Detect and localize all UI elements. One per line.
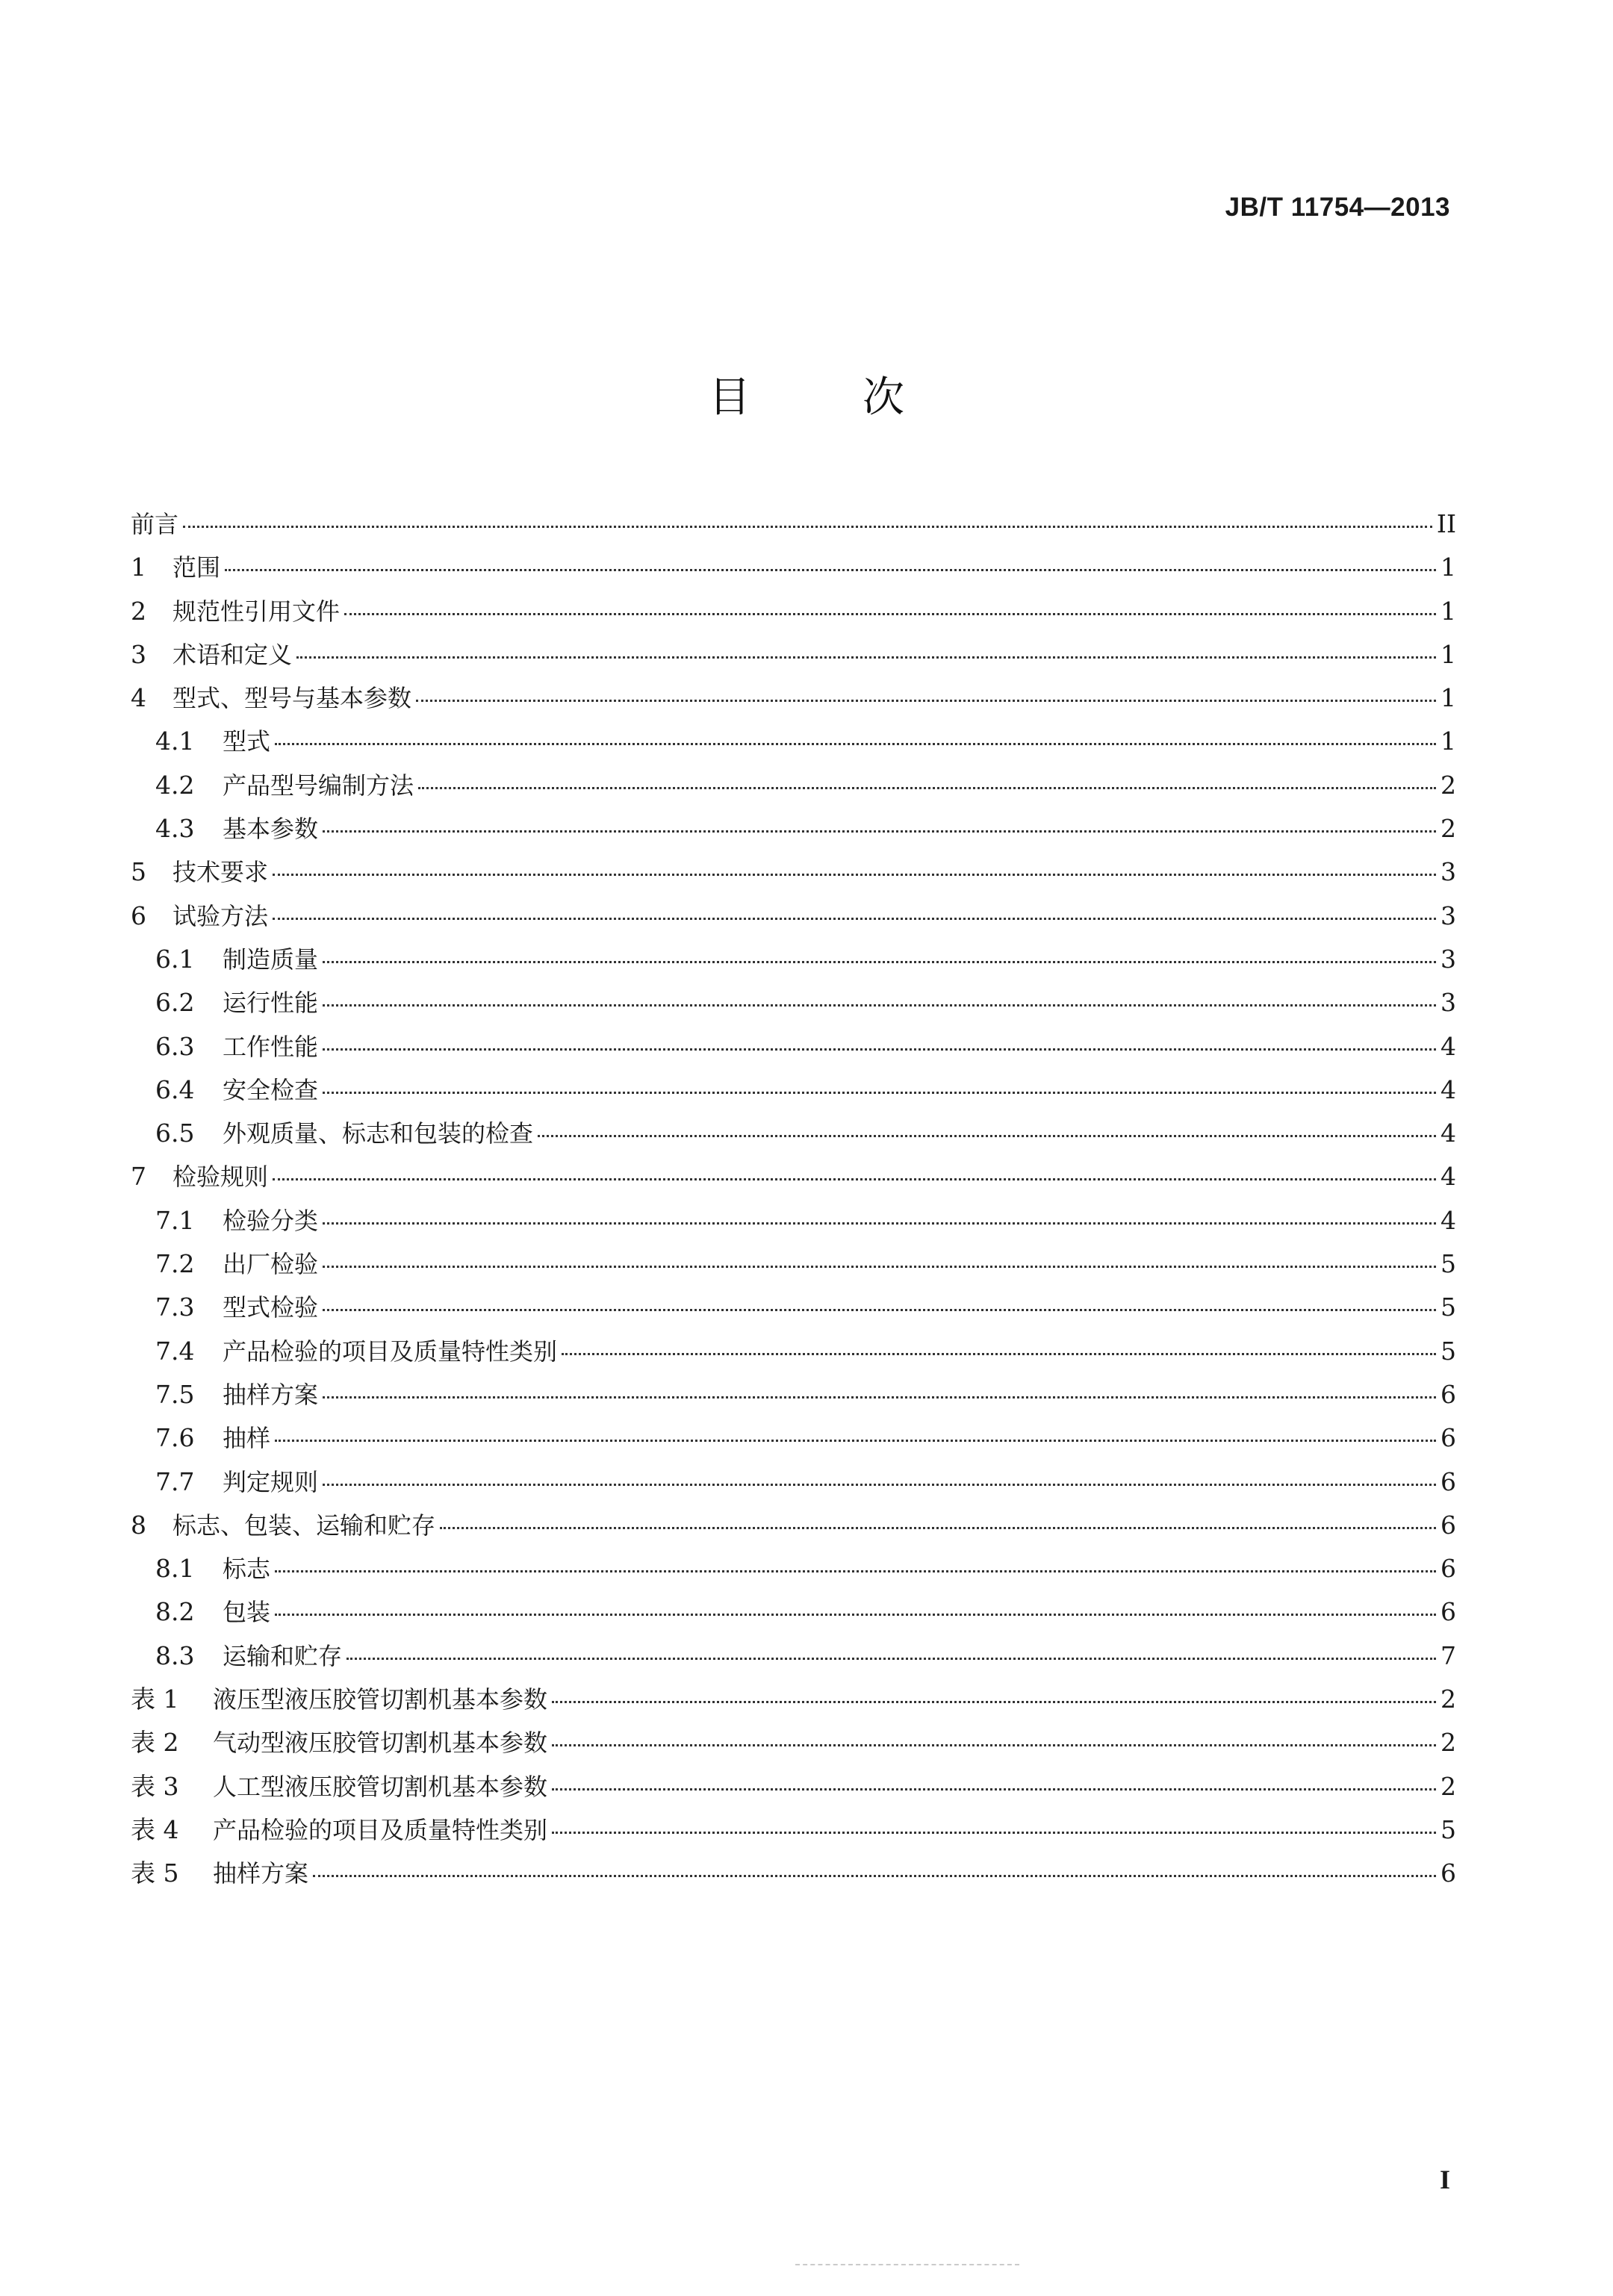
toc-entry-label: 安全检查 [223, 1075, 319, 1104]
toc-entry-label: 型式 [223, 727, 271, 756]
dot-leader [440, 1526, 1436, 1529]
toc-entry-label: 产品检验的项目及质量特性类别 [223, 1337, 558, 1366]
dot-leader [323, 1091, 1436, 1094]
toc-entry-label: 运行性能 [223, 989, 319, 1018]
dot-leader [275, 1439, 1436, 1442]
toc-entry[interactable] [131, 981, 1456, 1024]
toc-entry-number: 8 [131, 1510, 146, 1540]
toc-list [131, 503, 1456, 1896]
toc-entry[interactable] [131, 1634, 1456, 1678]
toc-entry-number: 6.4 [155, 1074, 195, 1104]
dot-leader [323, 1396, 1436, 1399]
toc-entry[interactable] [131, 1678, 1456, 1721]
toc-entry-label: 规范性引用文件 [173, 597, 341, 626]
toc-entry-label: 包装 [223, 1598, 271, 1627]
toc-entry-label: 检验分类 [223, 1206, 319, 1235]
dot-leader [275, 1613, 1436, 1616]
toc-entry-number: 4 [131, 683, 146, 713]
toc-entry-number: 6.3 [155, 1031, 195, 1061]
toc-entry-number: 表 1 [131, 1684, 179, 1714]
dot-leader [552, 1788, 1436, 1791]
toc-entry-label: 型式检验 [223, 1293, 319, 1322]
dot-leader [323, 830, 1436, 833]
toc-entry-label: 液压型液压胶管切割机基本参数 [213, 1685, 548, 1714]
toc-entry[interactable] [131, 895, 1456, 938]
toc-entry[interactable] [131, 633, 1456, 676]
toc-entry[interactable] [131, 1330, 1456, 1373]
toc-entry-label: 试验方法 [173, 901, 269, 930]
toc-entry-number: 7.2 [155, 1249, 195, 1279]
toc-entry-page: 6 [1440, 1597, 1456, 1627]
scan-artifact [795, 2261, 1019, 2265]
toc-entry-label: 判定规则 [223, 1467, 319, 1496]
dot-leader [323, 960, 1436, 963]
toc-entry-page: 2 [1440, 814, 1456, 844]
toc-entry-label: 抽样方案 [223, 1380, 319, 1409]
toc-entry-number: 8.2 [155, 1597, 195, 1627]
toc-entry[interactable] [131, 1025, 1456, 1068]
toc-title-char-1: 目 [709, 373, 750, 422]
toc-entry-page: 6 [1440, 1379, 1456, 1409]
dot-leader [323, 1048, 1436, 1051]
dot-leader [552, 1700, 1436, 1703]
toc-entry-label: 外观质量、标志和包装的检查 [223, 1119, 534, 1148]
toc-entry-number: 5 [131, 857, 146, 887]
toc-entry-page: 4 [1440, 1031, 1456, 1061]
toc-entry-label: 产品检验的项目及质量特性类别 [213, 1815, 548, 1844]
toc-entry[interactable] [131, 1286, 1456, 1329]
toc-entry[interactable] [131, 1504, 1456, 1547]
dot-leader [323, 1308, 1436, 1311]
dot-leader [273, 873, 1436, 876]
toc-entry-page: 4 [1440, 1074, 1456, 1104]
toc-entry-number: 6.2 [155, 988, 195, 1018]
toc-entry-number: 7.1 [155, 1205, 195, 1235]
toc-entry-page: 4 [1440, 1119, 1456, 1148]
dot-leader [323, 1004, 1436, 1007]
toc-entry-number: 2 [131, 596, 146, 626]
dot-leader [273, 917, 1436, 920]
toc-entry-page: 1 [1440, 727, 1456, 756]
toc-entry-label: 检验规则 [173, 1163, 269, 1192]
toc-entry[interactable] [131, 1590, 1456, 1634]
dot-leader [225, 568, 1436, 571]
toc-entry-label: 标志 [223, 1555, 271, 1584]
toc-entry-page: 1 [1440, 639, 1456, 669]
toc-entry-page: 6 [1440, 1466, 1456, 1496]
toc-entry-label: 气动型液压胶管切割机基本参数 [213, 1729, 548, 1758]
toc-entry[interactable] [131, 1547, 1456, 1590]
toc-entry-number: 4.3 [155, 814, 195, 844]
toc-entry-page: 1 [1440, 553, 1456, 582]
toc-entry[interactable] [131, 807, 1456, 850]
dot-leader [296, 656, 1436, 659]
toc-entry-label: 出厂检验 [223, 1250, 319, 1279]
dot-leader [418, 786, 1436, 789]
toc-entry-page: 3 [1440, 900, 1456, 930]
toc-entry-number: 7.6 [155, 1423, 195, 1453]
toc-entry-number: 1 [131, 553, 146, 582]
toc-entry[interactable] [131, 1460, 1456, 1504]
toc-entry-number: 7.3 [155, 1292, 195, 1322]
dot-leader [552, 1743, 1436, 1746]
dot-leader [275, 1569, 1436, 1572]
toc-entry[interactable] [131, 546, 1456, 589]
toc-entry-label: 产品型号编制方法 [223, 771, 414, 800]
dot-leader [344, 612, 1436, 615]
toc-entry[interactable] [131, 938, 1456, 981]
toc-entry-page: 6 [1440, 1554, 1456, 1584]
toc-entry-label: 标志、包装、运输和贮存 [173, 1511, 436, 1540]
toc-entry-page: 3 [1440, 944, 1456, 974]
dot-leader [313, 1874, 1436, 1877]
toc-entry-label: 抽样 [223, 1424, 271, 1453]
toc-entry[interactable] [131, 850, 1456, 894]
toc-entry-number: 6.5 [155, 1119, 195, 1148]
toc-entry[interactable] [131, 590, 1456, 633]
dot-leader [323, 1483, 1436, 1486]
toc-entry-number: 7.5 [155, 1379, 195, 1409]
dot-leader [538, 1134, 1436, 1137]
toc-entry[interactable] [131, 1765, 1456, 1808]
toc-entry[interactable] [131, 676, 1456, 720]
toc-entry-label: 工作性能 [223, 1032, 319, 1061]
toc-entry-number: 表 3 [131, 1771, 179, 1801]
toc-entry-number: 7.4 [155, 1336, 195, 1366]
dot-leader [562, 1352, 1436, 1355]
toc-entry-label: 人工型液压胶管切割机基本参数 [213, 1772, 548, 1801]
toc-entry-page: 5 [1440, 1336, 1456, 1366]
toc-entry-number: 8.3 [155, 1640, 195, 1670]
toc-entry-page: 4 [1440, 1162, 1456, 1192]
toc-entry-label: 范围 [173, 553, 221, 582]
toc-entry-label: 运输和贮存 [223, 1641, 343, 1670]
toc-entry-page: 1 [1440, 683, 1456, 713]
toc-entry-page: 2 [1440, 770, 1456, 800]
toc-entry-number: 表 2 [131, 1728, 179, 1758]
toc-title-char-2: 次 [863, 373, 904, 422]
toc-entry[interactable] [131, 1199, 1456, 1242]
toc-entry-page: II [1436, 509, 1456, 538]
toc-entry-number: 表 5 [131, 1858, 179, 1888]
toc-entry-number: 4.2 [155, 770, 195, 800]
toc-entry[interactable] [131, 1808, 1456, 1852]
toc-entry-label: 制造质量 [223, 945, 319, 974]
toc-entry-page: 3 [1440, 857, 1456, 887]
dot-leader [183, 525, 1432, 528]
toc-entry-label: 技术要求 [173, 858, 269, 887]
toc-entry[interactable] [131, 1242, 1456, 1286]
toc-entry-page: 6 [1440, 1858, 1456, 1888]
page-number: I [1439, 2165, 1450, 2194]
toc-entry-number: 6 [131, 900, 146, 930]
toc-entry-page: 6 [1440, 1423, 1456, 1453]
toc-entry[interactable] [131, 1416, 1456, 1460]
toc-entry-page: 4 [1440, 1205, 1456, 1235]
dot-leader [275, 742, 1436, 745]
toc-entry[interactable] [131, 1721, 1456, 1764]
standard-code: JB/T 11754—2013 [1225, 193, 1450, 222]
toc-entry-page: 2 [1440, 1728, 1456, 1758]
toc-entry[interactable] [131, 1112, 1456, 1155]
toc-entry-page: 3 [1440, 988, 1456, 1018]
toc-entry-number: 3 [131, 639, 146, 669]
toc-entry-number: 7.7 [155, 1466, 195, 1496]
toc-entry-label: 前言 [131, 510, 179, 538]
toc-entry-page: 1 [1440, 596, 1456, 626]
dot-leader [416, 699, 1436, 702]
toc-entry-number: 6.1 [155, 944, 195, 974]
dot-leader [323, 1265, 1436, 1268]
toc-entry[interactable] [131, 1852, 1456, 1895]
toc-entry-number: 4.1 [155, 727, 195, 756]
toc-entry-page: 5 [1440, 1292, 1456, 1322]
toc-entry-page: 2 [1440, 1771, 1456, 1801]
toc-entry[interactable] [131, 1373, 1456, 1416]
toc-entry-number: 表 4 [131, 1814, 179, 1844]
toc-entry-page: 5 [1440, 1814, 1456, 1844]
toc-entry[interactable] [131, 503, 1456, 546]
toc-entry-page: 2 [1440, 1684, 1456, 1714]
dot-leader [323, 1222, 1436, 1225]
toc-entry[interactable] [131, 1068, 1456, 1112]
toc-entry-page: 6 [1440, 1510, 1456, 1540]
toc-entry-number: 8.1 [155, 1554, 195, 1584]
toc-entry[interactable] [131, 1155, 1456, 1198]
toc-entry-label: 基本参数 [223, 815, 319, 844]
toc-entry-number: 7 [131, 1162, 146, 1192]
toc-entry-page: 5 [1440, 1249, 1456, 1279]
dot-leader [552, 1831, 1436, 1834]
toc-entry-label: 术语和定义 [173, 640, 293, 669]
dot-leader [346, 1657, 1436, 1660]
toc-entry-label: 抽样方案 [213, 1859, 309, 1888]
toc-title [0, 364, 1613, 424]
toc-entry-page: 7 [1440, 1640, 1456, 1670]
toc-entry[interactable] [131, 764, 1456, 807]
toc-entry[interactable] [131, 720, 1456, 763]
toc-entry-label: 型式、型号与基本参数 [173, 684, 412, 713]
dot-leader [273, 1177, 1436, 1180]
